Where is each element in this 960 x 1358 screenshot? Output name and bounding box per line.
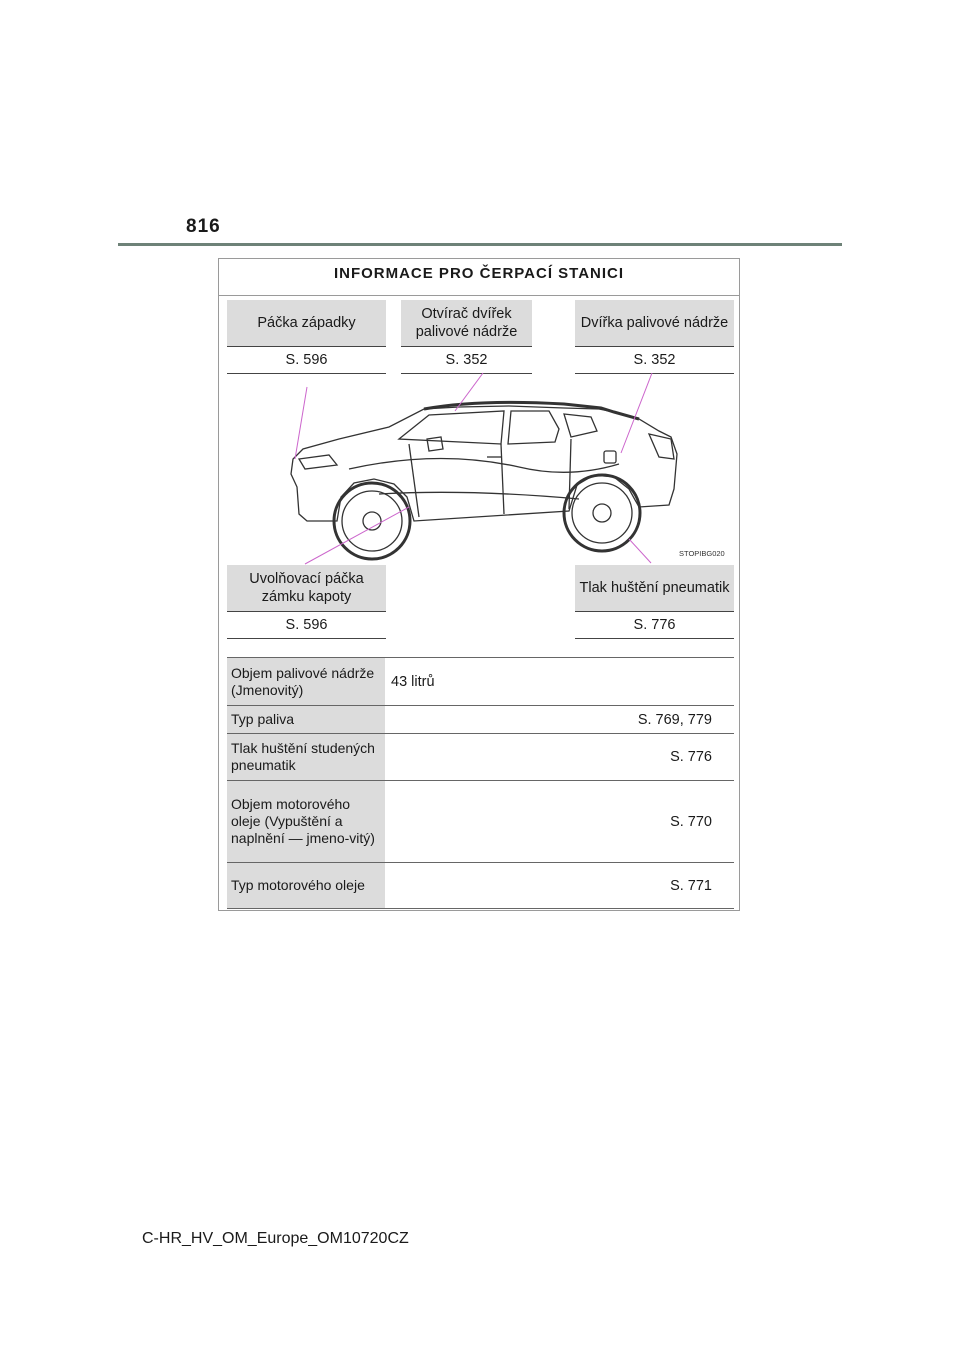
image-code: STOPIBG020 — [679, 549, 725, 558]
hood-latch-label: Páčka západky — [227, 300, 386, 347]
tire-pressure-ref: S. 776 — [575, 612, 734, 639]
fuel-door-ref: S. 352 — [575, 347, 734, 374]
header-rule — [118, 243, 842, 246]
spec-value: S. 771 — [670, 877, 712, 894]
fuel-door-label: Dvířka palivové nádrže — [575, 300, 734, 347]
spec-label: Tlak huštění studených pneumatik — [227, 734, 385, 780]
car-side-illustration — [219, 259, 741, 569]
table-row — [227, 706, 734, 734]
spec-label: Objem motorového oleje (Vypuštění a naplnění — jmeno-vitý) — [227, 781, 385, 862]
panel-title: INFORMACE PRO ČERPACÍ STANICI — [333, 265, 625, 282]
fuel-door-opener-ref: S. 352 — [401, 347, 532, 374]
spec-label: Typ paliva — [227, 706, 385, 733]
hood-lock-release-label: Uvolňovací páčka zámku kapoty — [227, 565, 386, 612]
spec-label: Typ motorového oleje — [227, 863, 385, 908]
tire-pressure-label: Tlak huštění pneumatik — [575, 565, 734, 612]
table-row — [227, 658, 734, 706]
spec-value: S. 770 — [670, 813, 712, 830]
spec-value: S. 769, 779 — [637, 711, 712, 728]
page-number: 816 — [186, 216, 221, 237]
fuel-info-panel — [218, 258, 740, 911]
table-row — [227, 781, 734, 863]
spec-label: Objem palivové nádrže (Jmenovitý) — [227, 658, 385, 705]
table-row — [227, 734, 734, 781]
document-footer: C-HR_HV_OM_Europe_OM10720CZ — [142, 1230, 409, 1247]
hood-latch-ref: S. 596 — [227, 347, 386, 374]
table-row — [227, 863, 734, 909]
spec-value: S. 776 — [670, 749, 712, 765]
fuel-door-opener-label: Otvírač dvířek palivové nádrže — [401, 300, 532, 347]
hood-lock-release-ref: S. 596 — [227, 612, 386, 639]
spec-value: 43 litrů — [391, 673, 435, 690]
spec-table — [227, 657, 734, 909]
